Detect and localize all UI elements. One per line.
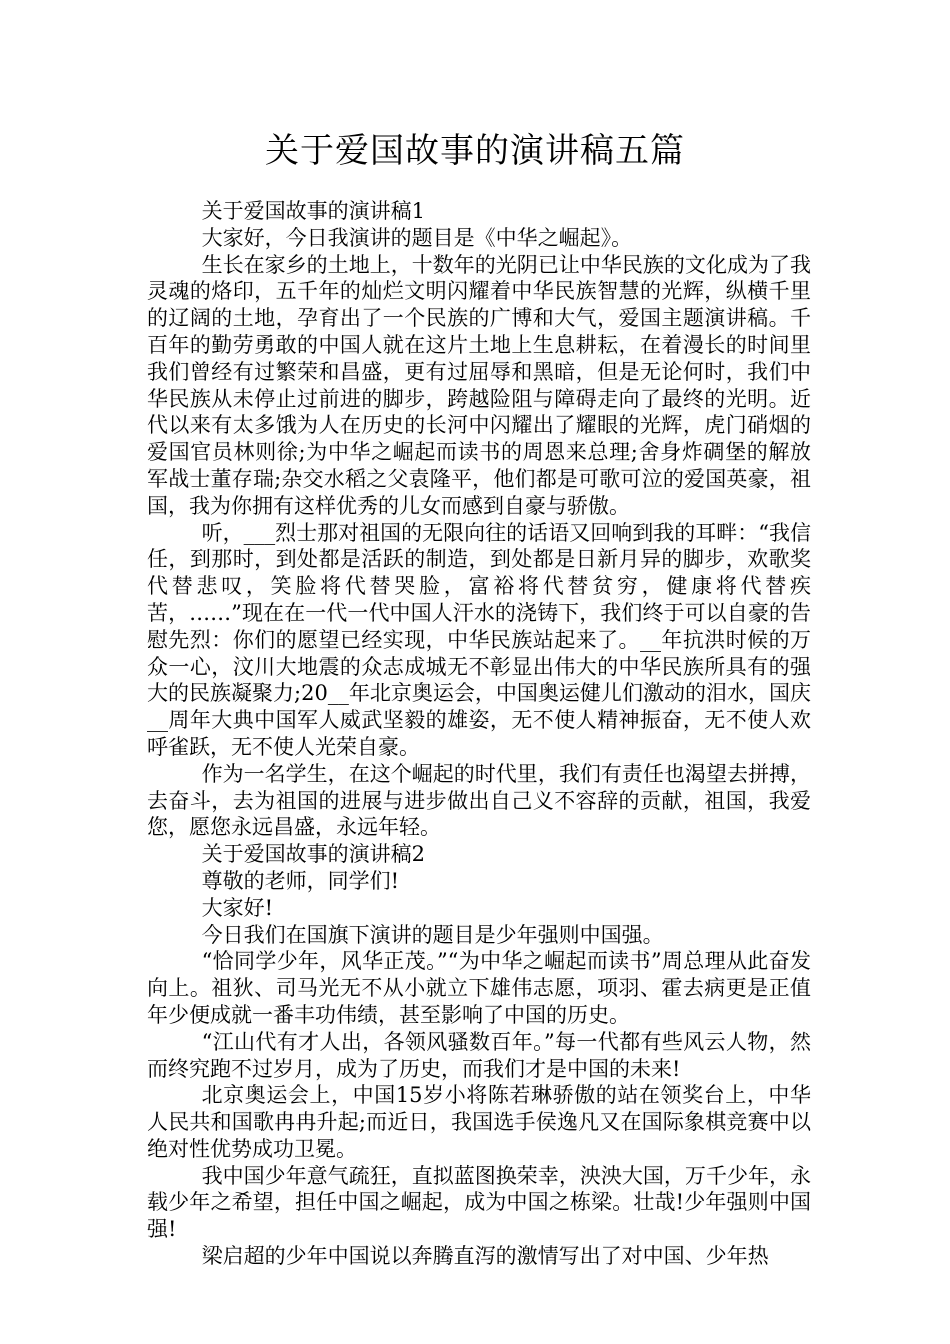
section-heading-2: 关于爱国故事的演讲稿2	[201, 842, 425, 867]
paragraph: 梁启超的少年中国说以奔腾直泻的激情写出了对中国、少年热	[201, 1244, 769, 1269]
paragraph: 听，___烈士那对祖国的无限向往的话语又回响到我的耳畔：“我信任，到那时，到处都是活跃的制造，到处都是日新月异的脚步，欢歌奖代替悲叹，笑脸将代替哭脸，富裕将代替贫穷，健康将代替疾苦，……”现在在一代一代中国人汗水的浇铸下，我们终于可以自豪的告慰先烈：你们的愿望已经实现，中华民族站起来了。__年抗洪时候的万众一心，汶川大地震的众志成城无不彰显出伟大的中华民族所具有的强大的民族凝聚力;20__年北京奥运会，中国奥运健儿们激动的泪水，国庆__周年大典中国军人威武坚毅的雄姿，无不使人精神振奋，无不使人欢呼雀跃，无不使人光荣自豪。	[147, 520, 811, 759]
paragraph: 尊敬的老师，同学们!	[201, 868, 400, 893]
paragraph: “江山代有才人出，各领风骚数百年。”每一代都有些风云人物，然而终究跑不过岁月，成为了历史，而我们才是中国的未来!	[147, 1029, 811, 1081]
paragraph: 我中国少年意气疏狂，直拟蓝图换荣幸，泱泱大国，万千少年，永载少年之希望，担任中国之崛起，成为中国之栋梁。壮哉!少年强则中国强!	[147, 1163, 811, 1242]
paragraph: 大家好!	[201, 895, 274, 920]
section-heading-1: 关于爱国故事的演讲稿1	[201, 199, 425, 223]
document-body	[147, 198, 811, 1270]
paragraph: 大家好，今日我演讲的题目是《中华之崛起》。	[201, 225, 633, 250]
paragraph: “恰同学少年，风华正茂。”“为中华之崛起而读书”周总理从此奋发向上。祖狄、司马光无不从小就立下雄伟志愿，项羽、霍去病更是正值年少便成就一番丰功伟绩，甚至影响了中国的历史。	[147, 949, 811, 1027]
paragraph: 今日我们在国旗下演讲的题目是少年强则中国强。	[201, 922, 664, 947]
paragraph: 北京奥运会上，中国15岁小将陈若琳骄傲的站在领奖台上，中华人民共和国歌冉冉升起;而近日，我国选手侯逸凡又在国际象棋竞赛中以绝对性优势成功卫冕。	[147, 1083, 811, 1161]
paragraph: 作为一名学生，在这个崛起的时代里，我们有责任也渴望去拼搏，去奋斗，去为祖国的进展与进步做出自己义不容辞的贡献，祖国，我爱您，愿您永远昌盛，永远年轻。	[147, 761, 811, 840]
document-title: 关于爱国故事的演讲稿五篇	[265, 131, 685, 171]
paragraph: 生长在家乡的土地上，十数年的光阴已让中华民族的文化成为了我灵魂的烙印，五千年的灿烂文明闪耀着中华民族智慧的光辉，纵横千里的辽阔的土地，孕育出了一个民族的广博和大气，爱国主题演讲稿。千百年的勤劳勇敢的中国人就在这片土地上生息耕耘，在着漫长的时间里我们曾经有过繁荣和昌盛，更有过屈辱和黑暗，但是无论何时，我们中华民族从未停止过前进的脚步，跨越险阻与障碍走向了最终的光明。近代以来有太多饿为人在历史的长河中闪耀出了耀眼的光辉，虎门硝烟的爱国官员林则徐;为中华之崛起而读书的周恩来总理;舍身炸碉堡的解放军战士董存瑞;杂交水稻之父袁隆平，他们都是可歌可泣的爱国英豪，祖国，我为你拥有这样优秀的儿女而感到自豪与骄傲。	[147, 252, 811, 518]
